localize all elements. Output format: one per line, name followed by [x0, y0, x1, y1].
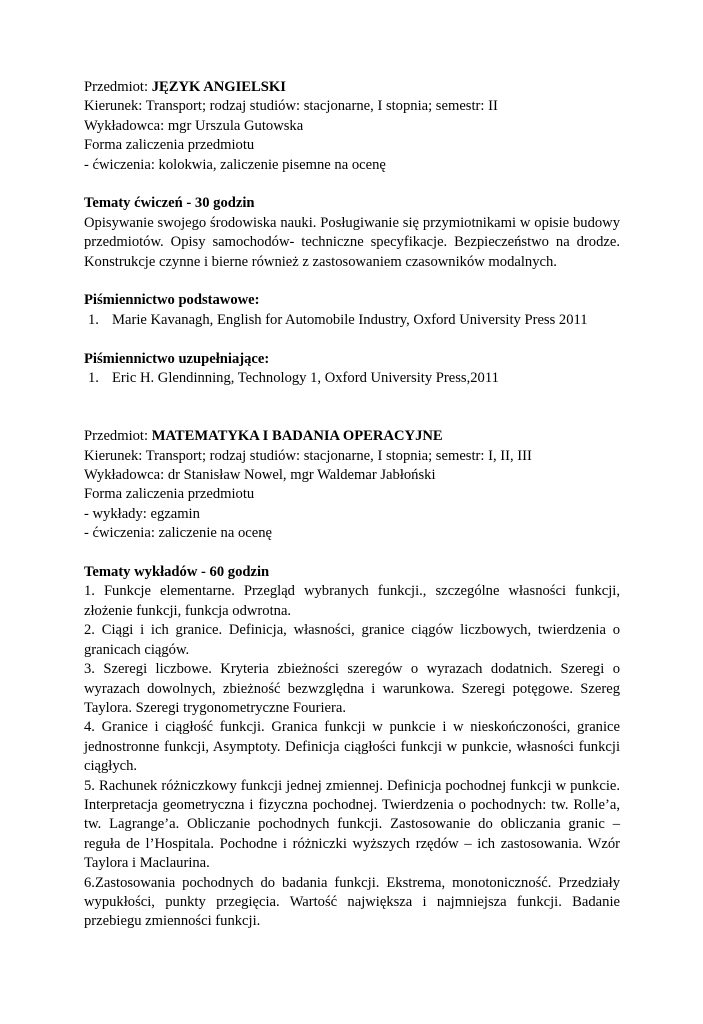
topic-item: 2. Ciągi i ich granice. Definicja, własności, granice ciągów liczbowych, twierdzenia o granicach ciągów.: [84, 622, 620, 658]
assessment-item: - ćwiczenia: kolokwia, zaliczenie pisemne na ocenę: [84, 156, 386, 173]
topics-heading-1: Tematy ćwiczeń - 30 godzin: [84, 195, 255, 212]
topic-item: 4. Granice i ciągłość funkcji. Granica funkcji w punkcie i w nieskończoności, granice jednostronne funkcji, Asymptoty. Definicja ciągłości funkcji w punkcie, własności funkcji ciągłych.: [84, 719, 620, 775]
assessment-form-1: Forma zaliczenia przedmiotu: [84, 137, 255, 154]
subject-line-1: [84, 78, 620, 97]
list-item: 1. Eric H. Glendinning, Technology 1, Oxford University Press,2011: [88, 370, 499, 387]
subject-value: JĘZYK ANGIELSKI: [151, 79, 286, 95]
literature-extra-list: [84, 369, 620, 388]
topic-item: 1. Funkcje elementarne. Przegląd wybranych funkcji., szczególne własności funkcji, złożenie funkcji, funkcja odwrotna.: [84, 583, 620, 619]
literature-basic-list: [84, 311, 620, 330]
kierunek-line-1: Kierunek: Transport; rodzaj studiów: stacjonarne, I stopnia; semestr: II: [84, 98, 498, 115]
subject-value: MATEMATYKA I BADANIA OPERACYJNE: [151, 428, 443, 445]
assessment-form-2: Forma zaliczenia przedmiotu: [84, 486, 255, 503]
topic-item: 3. Szeregi liczbowe. Kryteria zbieżności szeregów o wyrazach dodatnich. Szeregi o wyrazach dowolnych, zbieżność bezwzględna i warunkowa. Szeregi potęgowe. Szereg Taylora. Szeregi trygonometryczne Fouriera.: [84, 661, 620, 716]
literature-extra-heading: Piśmiennictwo uzupełniające:: [84, 350, 270, 367]
subject-label: Przedmiot:: [84, 428, 152, 445]
topic-item: 5. Rachunek różniczkowy funkcji jednej zmiennej. Definicja pochodnej funkcji w punkcie. Interpretacja geometryczna i fizyczna pochodnej. Twierdzenia o pochodnych: tw. Rolle’a, tw. Lagrange’a. Obliczanie pochodnych funkcji. Zastosowanie do obliczania granic – reguła de l’Hospitala. Pochodne i różniczki wyższych rzędów – ich zastosowania. Wzór Taylora i Maclaurina.: [84, 777, 620, 872]
topic-item: 6.Zastosowania pochodnych do badania funkcji. Ekstrema, monotoniczność. Przedziały wypukłości, punkty przegięcia. Wartość największa i najmniejsza funkcji. Badanie przebiegu zmienności funkcji.: [84, 874, 620, 930]
topics-heading-2: Tematy wykładów - 60 godzin: [84, 564, 270, 581]
topics-text-1: Opisywanie swojego środowiska nauki. Posługiwanie się przymiotnikami w opisie budowy przedmiotów. Opisy samochodów- techniczne specyfikacje. Bezpieczeństwo na drodze. Konstrukcje czynne i bierne również z zastosowaniem czasowników modalnych.: [84, 214, 620, 270]
subject-label: Przedmiot:: [84, 79, 152, 95]
assessment-item: - ćwiczenia: zaliczenie na ocenę: [84, 525, 272, 542]
kierunek-line-2: Kierunek: Transport; rodzaj studiów: stacjonarne, I stopnia; semestr: I, II, III: [84, 447, 532, 464]
literature-basic-heading: Piśmiennictwo podstawowe:: [84, 292, 260, 309]
document-page: [84, 78, 620, 932]
lecturer-line-1: Wykładowca: mgr Urszula Gutowska: [84, 117, 304, 134]
assessment-item: - wykłady: egzamin: [84, 505, 200, 522]
lecturer-line-2: Wykładowca: dr Stanisław Nowel, mgr Waldemar Jabłoński: [84, 467, 436, 484]
list-item: 1. Marie Kavanagh, English for Automobile Industry, Oxford University Press 2011: [88, 311, 588, 328]
subject-line-2: [84, 427, 620, 446]
